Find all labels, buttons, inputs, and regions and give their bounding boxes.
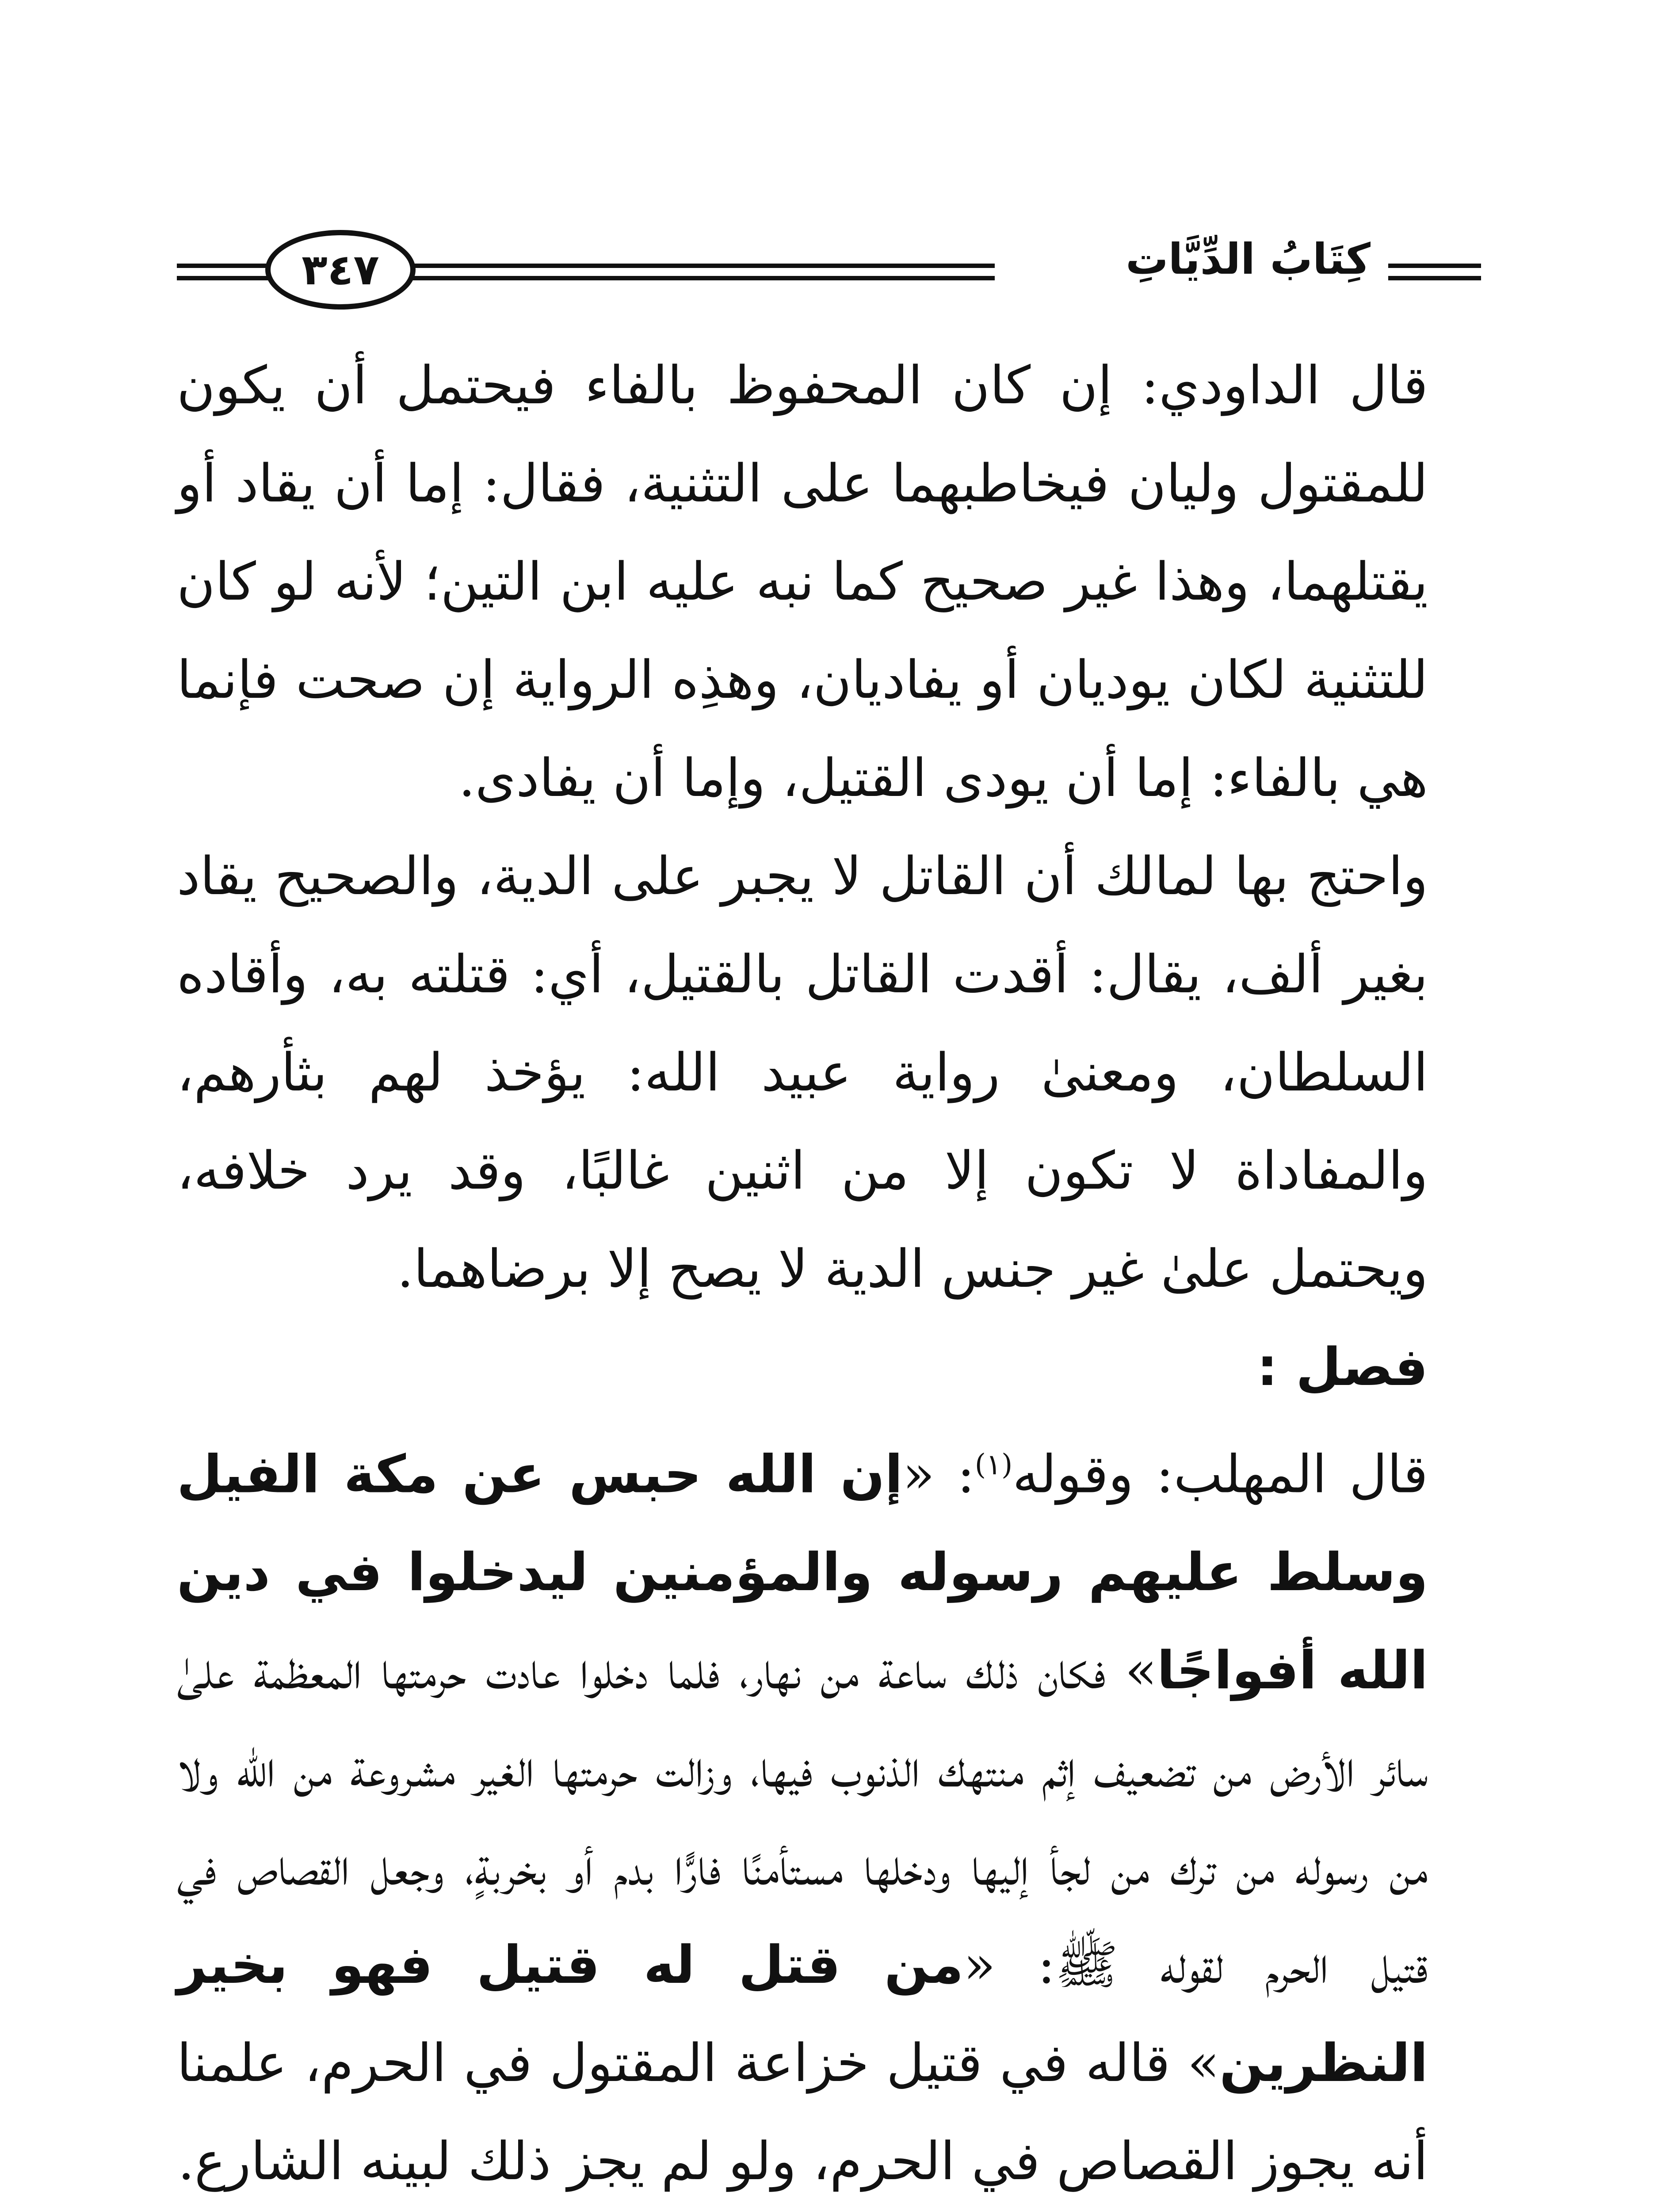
- section-heading: فصل :: [1256, 1336, 1428, 1397]
- page-header: [177, 230, 1481, 318]
- paragraph-text: » قاله في قتيل خزاعة المقتول في الحرم، علمنا أنه يجوز القصاص في الحرم، ولو لم يجز ذلك لبينه الشارع.: [177, 2032, 1428, 2192]
- body-text: [177, 336, 1481, 2211]
- header-rule: [407, 264, 995, 268]
- paragraph: واحتج بها لمالك أن القاتل لا يجبر على الدية، والصحيح يقاد بغير ألف، يقال: أقدت القاتل بالقتيل، أي: قتلته به، وأقاده السلطان، ومعنىٰ رواية عبيد الله: يؤخذ لهم بثأرهم، والمفاداة لا تكون إلا من اثنين غالبًا، وقد يرد خلافه، ويحتمل علىٰ غير جنس الدية لا يصح إلا برضاهما.: [177, 845, 1428, 1299]
- paragraph-text: قال المهلب: وقوله: [1012, 1443, 1428, 1505]
- page-number-badge: [265, 230, 416, 310]
- paragraph: [177, 1416, 1481, 2210]
- header-rule: [1388, 264, 1481, 268]
- header-rule: [407, 276, 995, 280]
- footnote-reference: (١): [974, 1448, 1013, 1481]
- paragraph-text: » فكان ذلك ساعة من نهار، فلما دخلوا عادت حرمتها المعظمة علىٰ سائر الأرض من تضعيف إثم منتهك الذنوب فيها، وزالت حرمتها الغير مشروعة من الله ولا من رسوله من ترك من لجأ إليها ودخلها مستأمنًا فارًّا بدم أو بخربةٍ، وجعل القصاص في قتيل الحرم لقوله ﷺ: «: [177, 1640, 1428, 1996]
- paragraph: قال الداودي: إن كان المحفوظ بالفاء فيحتمل أن يكون للمقتول وليان فيخاطبهما على التثنية، فقال: إما أن يقاد أو يقتلهما، وهذا غير صحيح كما نبه عليه ابن التين؛ لأنه لو كان للتثنية لكان يوديان أو يفاديان، وهذِه الرواية إن صحت فإنما هي بالفاء: إما أن يودى القتيل، وإما أن يفادى.: [177, 355, 1428, 808]
- hadith-quote: من قتل له قتيل فهو بخير النظرين: [177, 1934, 1428, 2094]
- header-rule: [1388, 276, 1481, 280]
- paragraph-text: : «: [902, 1443, 975, 1505]
- chapter-title: كِتَابُ الدِّيَّاتِ: [1126, 234, 1371, 284]
- page-number: ٣٤٧: [302, 245, 379, 295]
- hadith-quote: إن الله حبس عن مكة الفيل وسلط عليهم رسوله والمؤمنين ليدخلوا في دين الله أفواجًا: [177, 1443, 1428, 1701]
